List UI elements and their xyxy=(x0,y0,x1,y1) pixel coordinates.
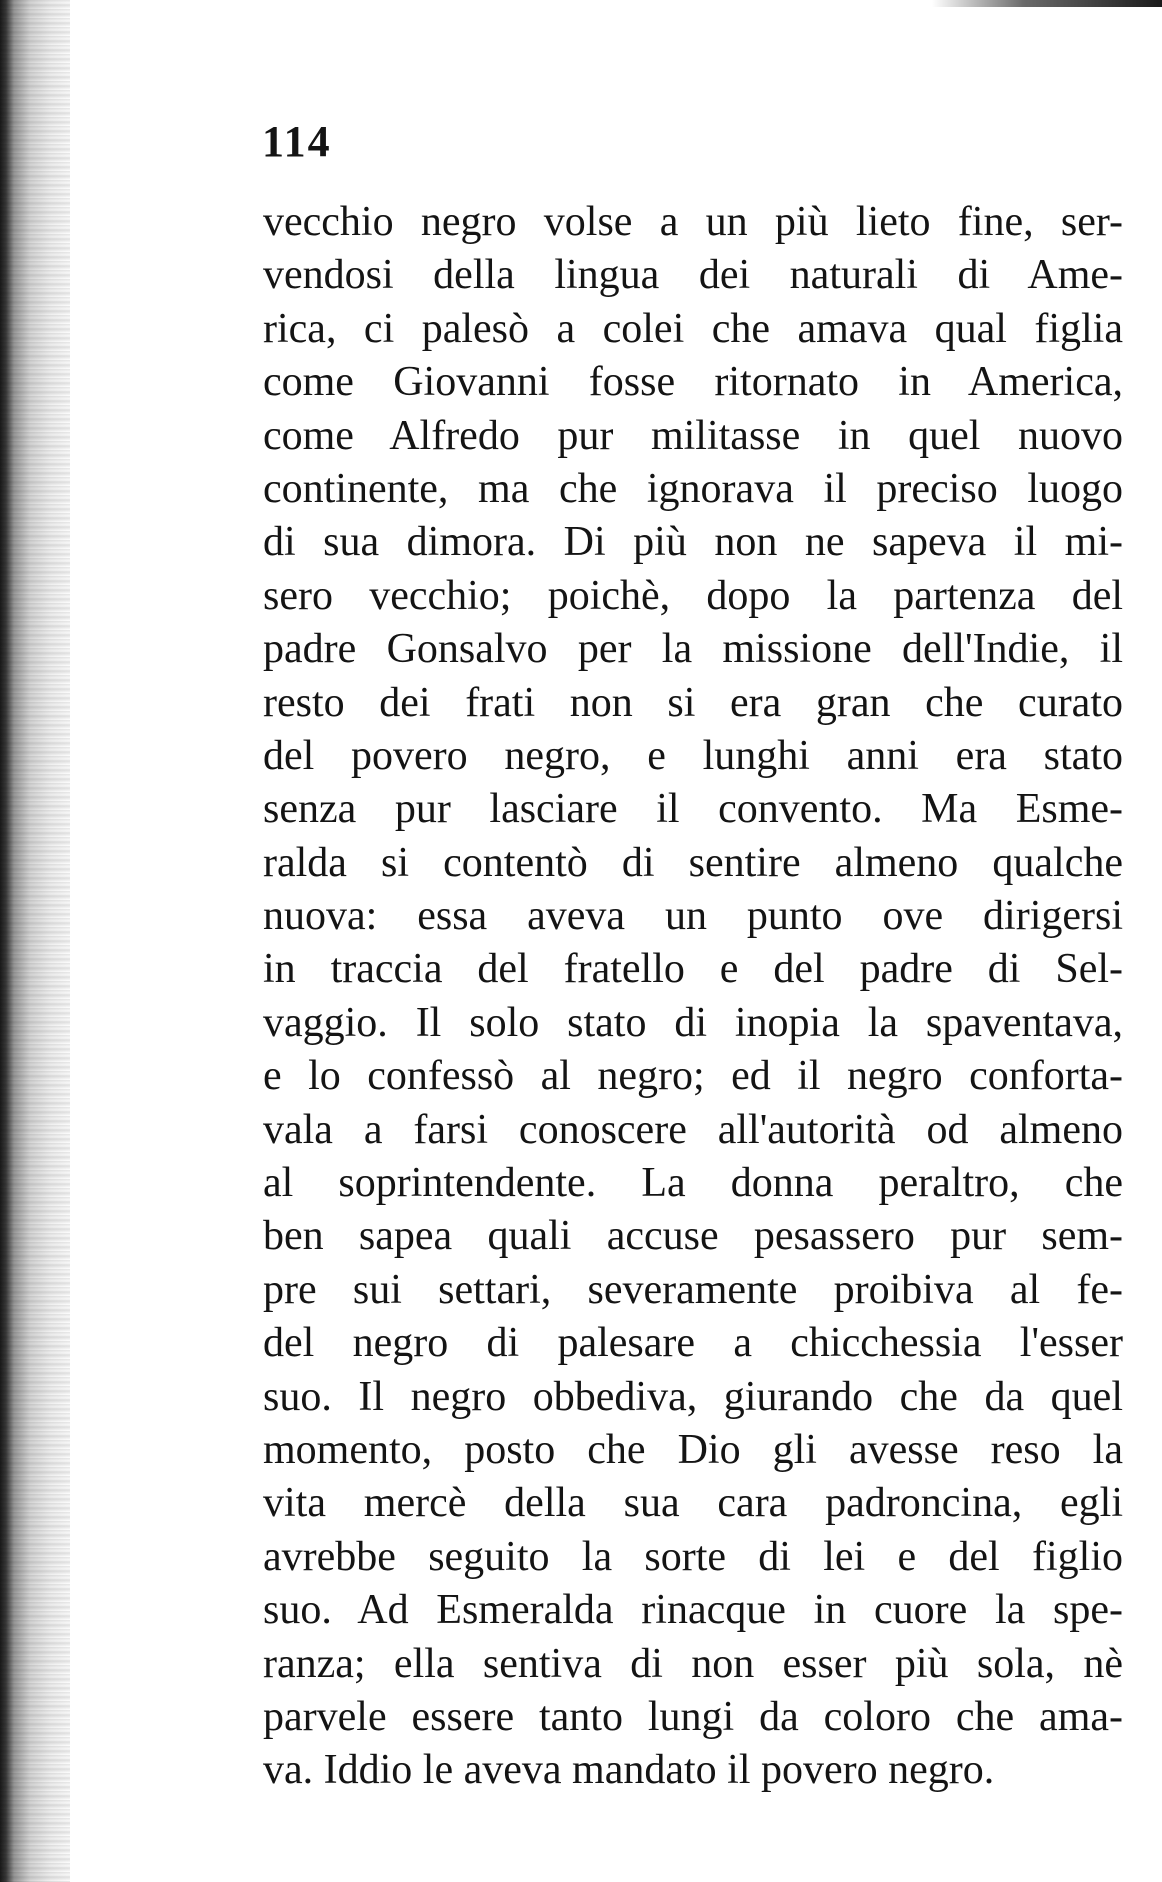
text-line: vaggio. Il solo stato di inopia la spaventava, xyxy=(263,999,1123,1046)
text-line: ranza; ella sentiva di non esser più sola, nè xyxy=(263,1640,1123,1687)
page-number: 114 xyxy=(262,117,332,166)
text-line: in traccia del fratello e del padre di Sel- xyxy=(263,946,1123,993)
text-line: pre sui settari, severamente proibiva al fe- xyxy=(263,1266,1123,1313)
text-line: vecchio negro volse a un più lieto fine, ser- xyxy=(263,199,1123,245)
text-line: continente, ma che ignorava il preciso luogo xyxy=(263,465,1123,512)
text-line: ben sapea quali accuse pesassero pur sem- xyxy=(263,1213,1123,1260)
text-line: vita mercè della sua cara padroncina, egli xyxy=(263,1480,1123,1527)
text-line: momento, posto che Dio gli avesse reso la xyxy=(263,1426,1123,1473)
text-line: sero vecchio; poichè, dopo la partenza del xyxy=(263,572,1123,619)
text-line: va. Iddio le aveva mandato il povero negro. xyxy=(263,1747,995,1794)
text-line: come Alfredo pur militasse in quel nuovo xyxy=(263,412,1123,459)
body-text xyxy=(263,196,1123,1798)
text-line: ralda si contentò di sentire almeno qualche xyxy=(263,839,1123,886)
top-edge-shadow xyxy=(932,0,1162,7)
text-line: resto dei frati non si era gran che curato xyxy=(263,679,1123,726)
text-line: vala a farsi conoscere all'autorità od almeno xyxy=(263,1106,1123,1153)
text-line: suo. Ad Esmeralda rinacque in cuore la spe- xyxy=(263,1587,1123,1634)
text-line: di sua dimora. Di più non ne sapeva il mi- xyxy=(263,519,1123,566)
text-line: del negro di palesare a chicchessia l'esser xyxy=(263,1320,1123,1367)
text-line: come Giovanni fosse ritornato in America, xyxy=(263,359,1123,406)
book-binding-edge xyxy=(0,0,70,1882)
text-line: e lo confessò al negro; ed il negro conforta- xyxy=(263,1053,1123,1100)
text-line: del povero negro, e lunghi anni era stato xyxy=(263,732,1123,779)
text-line: senza pur lasciare il convento. Ma Esme- xyxy=(263,786,1123,833)
text-line: suo. Il negro obbediva, giurando che da quel xyxy=(263,1373,1123,1420)
text-line: vendosi della lingua dei naturali di Ame- xyxy=(263,252,1123,299)
text-line: al soprintendente. La donna peraltro, che xyxy=(263,1160,1123,1207)
text-line: parvele essere tanto lungi da coloro che ama- xyxy=(263,1693,1123,1740)
text-line: rica, ci palesò a colei che amava qual figlia xyxy=(263,305,1123,352)
text-line: avrebbe seguito la sorte di lei e del figlio xyxy=(263,1533,1123,1580)
text-line: padre Gonsalvo per la missione dell'Indie, il xyxy=(263,626,1123,673)
text-line: nuova: essa aveva un punto ove dirigersi xyxy=(263,893,1123,940)
